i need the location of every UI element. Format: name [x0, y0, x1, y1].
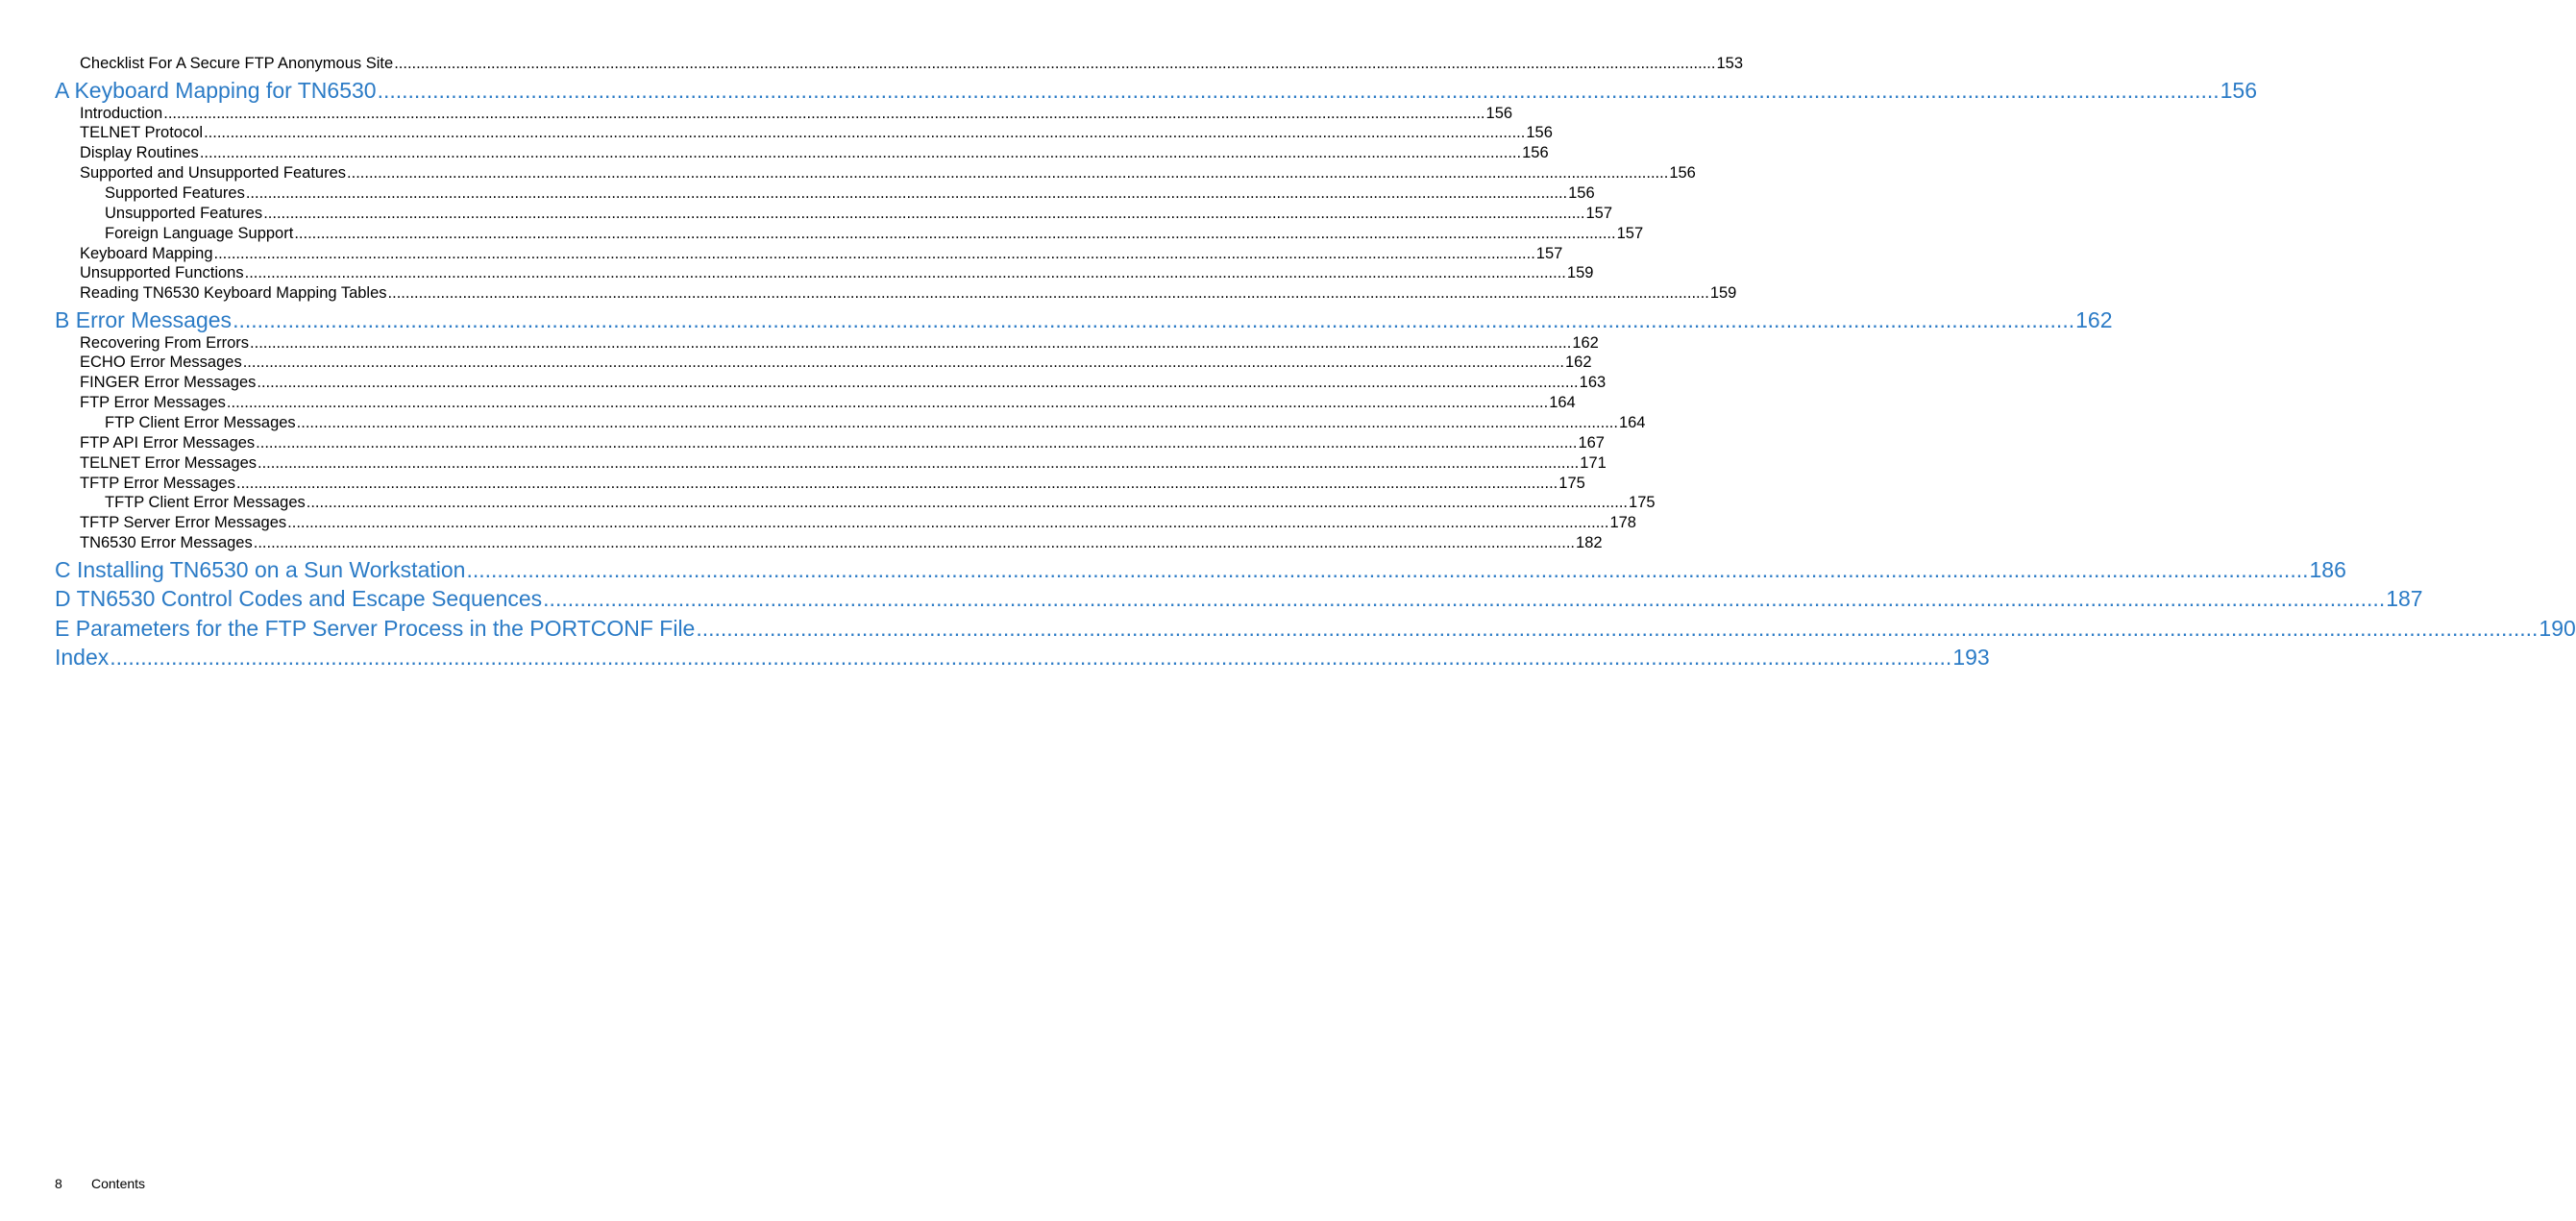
toc-entry-page-number: 157: [1535, 244, 1563, 262]
toc-entry-page-number: 162: [1565, 353, 1592, 371]
toc-entry-title: E Parameters for the FTP Server Process in the PORTCONF File: [55, 616, 696, 641]
toc-entry-page-number: 153: [1716, 54, 1743, 72]
toc-entry-page-number: 186: [2309, 557, 2346, 582]
dot-leader: ............................................................................................................................................................................................................................................................................................................: [377, 78, 2220, 103]
toc-chapter-entry[interactable]: [55, 555, 2346, 584]
toc-entry-title: Unsupported Features: [105, 204, 263, 222]
toc-section-entry[interactable]: [105, 493, 1656, 513]
toc-entry-title: B Error Messages: [55, 307, 233, 332]
toc-chapter-entry[interactable]: [55, 305, 2113, 334]
dot-leader: ............................................................................................................................................................................................................................................................................................................: [543, 586, 2386, 611]
toc-entry-page-number: 193: [1952, 645, 1990, 670]
toc-chapter-entry[interactable]: [55, 614, 2576, 643]
dot-leader: ............................................................................................................................................................................................................................................................................................................: [226, 393, 1549, 411]
footer-section-label: Contents: [91, 1176, 146, 1191]
toc-entry-title: Reading TN6530 Keyboard Mapping Tables: [80, 283, 387, 302]
toc-entry-title: TFTP Client Error Messages: [105, 493, 306, 511]
toc-entry-page-number: 164: [1549, 393, 1576, 411]
dot-leader: ............................................................................................................................................................................................................................................................................................................: [245, 183, 1568, 202]
toc-entry-page-number: 175: [1558, 474, 1585, 492]
toc-entry-page-number: 167: [1578, 433, 1605, 452]
toc-section-entry[interactable]: [80, 123, 1553, 143]
toc-chapter-entry[interactable]: [55, 584, 2423, 613]
toc-entry-page-number: 157: [1585, 204, 1612, 222]
dot-leader: ............................................................................................................................................................................................................................................................................................................: [233, 307, 2075, 332]
toc-entry-page-number: 190: [2539, 616, 2576, 641]
dot-leader: ............................................................................................................................................................................................................................................................................................................: [235, 474, 1558, 492]
toc-section-entry[interactable]: [80, 333, 1599, 354]
dot-leader: ............................................................................................................................................................................................................................................................................................................: [387, 283, 1709, 302]
toc-section-entry[interactable]: [105, 183, 1595, 204]
toc-entry-title: FTP Client Error Messages: [105, 413, 296, 431]
dot-leader: ............................................................................................................................................................................................................................................................................................................: [287, 513, 1609, 531]
toc-entry-title: Index: [55, 645, 110, 670]
toc-entry-page-number: 156: [1568, 183, 1595, 202]
toc-section-entry[interactable]: [80, 263, 1594, 283]
dot-leader: ............................................................................................................................................................................................................................................................................................................: [110, 645, 1952, 670]
toc-entry-title: Foreign Language Support: [105, 224, 294, 242]
toc-chapter-entry[interactable]: [55, 76, 2257, 105]
toc-section-entry[interactable]: [105, 413, 1646, 433]
toc-entry-title: Keyboard Mapping: [80, 244, 213, 262]
toc-section-entry[interactable]: [80, 143, 1549, 163]
dot-leader: ............................................................................................................................................................................................................................................................................................................: [347, 163, 1669, 182]
toc-entry-title: TN6530 Error Messages: [80, 533, 253, 551]
footer-page-number: 8: [55, 1176, 62, 1191]
toc-section-entry[interactable]: [80, 54, 1743, 74]
toc-section-entry[interactable]: [80, 353, 1592, 373]
toc-entry-page-number: 159: [1709, 283, 1737, 302]
toc-chapter-entry[interactable]: [55, 643, 1990, 672]
dot-leader: ............................................................................................................................................................................................................................................................................................................: [244, 263, 1566, 281]
page-footer: [55, 1174, 145, 1193]
dot-leader: ............................................................................................................................................................................................................................................................................................................: [257, 373, 1579, 391]
toc-entry-title: TELNET Error Messages: [80, 453, 257, 472]
toc-entry-page-number: 157: [1616, 224, 1644, 242]
toc-section-entry[interactable]: [105, 204, 1612, 224]
toc-section-entry[interactable]: [80, 474, 1585, 494]
toc-entry-title: Checklist For A Secure FTP Anonymous Site: [80, 54, 394, 72]
dot-leader: ............................................................................................................................................................................................................................................................................................................: [242, 353, 1564, 371]
toc-entry-page-number: 156: [1669, 163, 1696, 182]
toc-entry-title: Supported Features: [105, 183, 245, 202]
toc-entry-title: ECHO Error Messages: [80, 353, 242, 371]
toc-entry-page-number: 156: [2220, 78, 2257, 103]
dot-leader: ............................................................................................................................................................................................................................................................................................................: [204, 123, 1526, 141]
toc-entry-title: D TN6530 Control Codes and Escape Sequences: [55, 586, 543, 611]
toc-entry-page-number: 178: [1609, 513, 1636, 531]
toc-section-entry[interactable]: [80, 453, 1607, 474]
toc-section-entry[interactable]: [80, 104, 1513, 124]
toc-section-entry[interactable]: [80, 244, 1563, 264]
dot-leader: ............................................................................................................................................................................................................................................................................................................: [696, 616, 2539, 641]
toc-entry-title: FINGER Error Messages: [80, 373, 257, 391]
dot-leader: ............................................................................................................................................................................................................................................................................................................: [213, 244, 1535, 262]
toc-section-entry[interactable]: [105, 224, 1644, 244]
dot-leader: ............................................................................................................................................................................................................................................................................................................: [296, 413, 1618, 431]
dot-leader: ............................................................................................................................................................................................................................................................................................................: [263, 204, 1585, 222]
dot-leader: ............................................................................................................................................................................................................................................................................................................: [294, 224, 1616, 242]
toc-section-entry[interactable]: [80, 393, 1576, 413]
toc-entry-page-number: 162: [2075, 307, 2113, 332]
toc-entry-title: C Installing TN6530 on a Sun Workstation: [55, 557, 466, 582]
dot-leader: ............................................................................................................................................................................................................................................................................................................: [258, 453, 1580, 472]
toc-section-entry[interactable]: [80, 533, 1603, 553]
toc-section-entry[interactable]: [80, 283, 1737, 304]
toc-entry-page-number: 164: [1618, 413, 1646, 431]
toc-entry-title: Introduction: [80, 104, 163, 122]
toc-entry-title: Display Routines: [80, 143, 199, 161]
dot-leader: ............................................................................................................................................................................................................................................................................................................: [163, 104, 1485, 122]
toc-entry-title: FTP API Error Messages: [80, 433, 256, 452]
toc-section-entry[interactable]: [80, 373, 1607, 393]
toc-entry-title: Supported and Unsupported Features: [80, 163, 347, 182]
dot-leader: ............................................................................................................................................................................................................................................................................................................: [394, 54, 1716, 72]
toc-entry-title: Recovering From Errors: [80, 333, 250, 352]
toc-entry-page-number: 156: [1526, 123, 1553, 141]
toc-entry-page-number: 171: [1580, 453, 1607, 472]
toc-entry-page-number: 159: [1566, 263, 1594, 281]
dot-leader: ............................................................................................................................................................................................................................................................................................................: [256, 433, 1578, 452]
toc-entry-title: TFTP Server Error Messages: [80, 513, 287, 531]
toc-entry-title: A Keyboard Mapping for TN6530: [55, 78, 377, 103]
toc-entry-page-number: 182: [1576, 533, 1603, 551]
toc-entry-page-number: 163: [1579, 373, 1607, 391]
dot-leader: ............................................................................................................................................................................................................................................................................................................: [199, 143, 1522, 161]
toc-section-entry[interactable]: [80, 163, 1696, 183]
toc-entry-page-number: 156: [1485, 104, 1513, 122]
toc-section-entry[interactable]: [80, 433, 1605, 453]
toc-section-entry[interactable]: [80, 513, 1636, 533]
toc-entry-page-number: 187: [2386, 586, 2423, 611]
dot-leader: ............................................................................................................................................................................................................................................................................................................: [466, 557, 2309, 582]
dot-leader: ............................................................................................................................................................................................................................................................................................................: [306, 493, 1629, 511]
toc-entry-page-number: 156: [1522, 143, 1549, 161]
toc-entry-page-number: 175: [1629, 493, 1656, 511]
toc-entry-title: FTP Error Messages: [80, 393, 226, 411]
toc-entry-title: TFTP Error Messages: [80, 474, 235, 492]
toc-entry-title: TELNET Protocol: [80, 123, 204, 141]
toc-entry-page-number: 162: [1572, 333, 1599, 352]
dot-leader: ............................................................................................................................................................................................................................................................................................................: [250, 333, 1572, 352]
toc-entry-title: Unsupported Functions: [80, 263, 244, 281]
dot-leader: ............................................................................................................................................................................................................................................................................................................: [253, 533, 1576, 551]
